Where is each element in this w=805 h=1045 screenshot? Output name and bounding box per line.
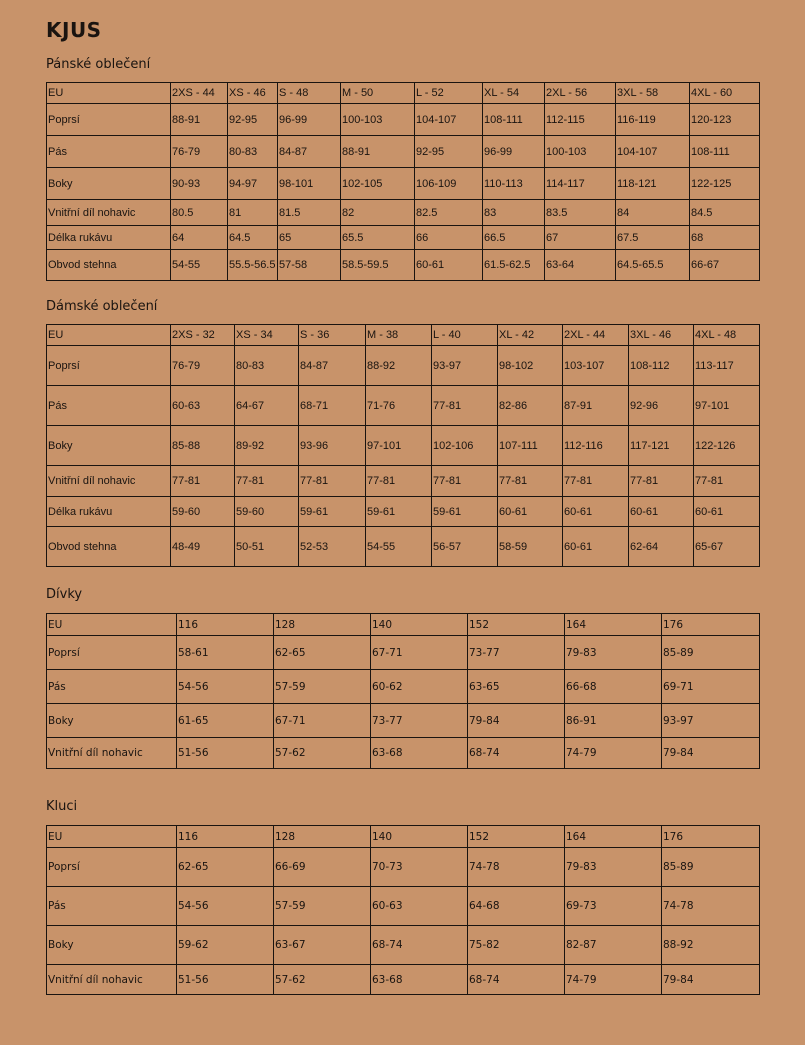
table-header-row <box>47 826 760 848</box>
row-label-cell: Boky <box>47 926 177 965</box>
header-cell: 4XL - 48 <box>694 325 760 346</box>
value-cell: 54-56 <box>177 887 274 926</box>
value-cell: 57-58 <box>278 250 341 281</box>
value-cell: 81 <box>228 200 278 226</box>
value-cell: 94-97 <box>228 168 278 200</box>
value-cell: 69-71 <box>662 670 760 704</box>
value-cell: 66-68 <box>565 670 662 704</box>
value-cell: 84-87 <box>278 136 341 168</box>
value-cell: 102-106 <box>432 426 498 466</box>
value-cell: 82.5 <box>415 200 483 226</box>
value-cell: 102-105 <box>341 168 415 200</box>
value-cell: 65-67 <box>694 527 760 567</box>
value-cell: 60-61 <box>415 250 483 281</box>
row-label-cell: Pás <box>47 136 171 168</box>
value-cell: 100-103 <box>545 136 616 168</box>
table-row <box>47 636 760 670</box>
header-cell: 2XS - 44 <box>171 83 228 104</box>
value-cell: 88-92 <box>366 346 432 386</box>
header-cell: S - 36 <box>299 325 366 346</box>
header-cell: XL - 54 <box>483 83 545 104</box>
value-cell: 84-87 <box>299 346 366 386</box>
value-cell: 96-99 <box>278 104 341 136</box>
value-cell: 77-81 <box>299 466 366 497</box>
value-cell: 77-81 <box>432 466 498 497</box>
value-cell: 88-91 <box>341 136 415 168</box>
row-label-cell: Boky <box>47 704 177 738</box>
value-cell: 97-101 <box>366 426 432 466</box>
table-row <box>47 168 760 200</box>
value-cell: 122-126 <box>694 426 760 466</box>
value-cell: 77-81 <box>366 466 432 497</box>
value-cell: 82-86 <box>498 386 563 426</box>
header-cell: EU <box>47 325 171 346</box>
header-cell: 3XL - 46 <box>629 325 694 346</box>
row-label-cell: Poprsí <box>47 636 177 670</box>
header-cell: 116 <box>177 826 274 848</box>
value-cell: 92-95 <box>228 104 278 136</box>
value-cell: 98-101 <box>278 168 341 200</box>
value-cell: 86-91 <box>565 704 662 738</box>
value-cell: 61.5-62.5 <box>483 250 545 281</box>
value-cell: 74-78 <box>468 848 565 887</box>
value-cell: 74-79 <box>565 738 662 769</box>
row-label-cell: Poprsí <box>47 104 171 136</box>
value-cell: 63-67 <box>274 926 371 965</box>
row-label-cell: Boky <box>47 168 171 200</box>
value-cell: 108-111 <box>690 136 760 168</box>
value-cell: 90-93 <box>171 168 228 200</box>
value-cell: 60-61 <box>694 497 760 527</box>
row-label-cell: Délka rukávu <box>47 226 171 250</box>
table-row <box>47 250 760 281</box>
table-row <box>47 848 760 887</box>
value-cell: 80-83 <box>235 346 299 386</box>
value-cell: 114-117 <box>545 168 616 200</box>
header-cell: EU <box>47 826 177 848</box>
value-cell: 79-83 <box>565 848 662 887</box>
value-cell: 76-79 <box>171 346 235 386</box>
header-cell: M - 38 <box>366 325 432 346</box>
value-cell: 64 <box>171 226 228 250</box>
table-header-row <box>47 325 760 346</box>
value-cell: 82-87 <box>565 926 662 965</box>
table-row <box>47 497 760 527</box>
value-cell: 108-111 <box>483 104 545 136</box>
value-cell: 77-81 <box>432 386 498 426</box>
row-label-cell: Vnitřní díl nohavic <box>47 466 171 497</box>
brand-logo: KJUS <box>46 18 102 42</box>
value-cell: 107-111 <box>498 426 563 466</box>
value-cell: 74-78 <box>662 887 760 926</box>
value-cell: 66-67 <box>690 250 760 281</box>
table-row <box>47 527 760 567</box>
value-cell: 108-112 <box>629 346 694 386</box>
row-label-cell: Vnitřní díl nohavic <box>47 738 177 769</box>
value-cell: 84.5 <box>690 200 760 226</box>
header-cell: 2XL - 44 <box>563 325 629 346</box>
value-cell: 93-97 <box>662 704 760 738</box>
value-cell: 64-67 <box>235 386 299 426</box>
size-table-boys <box>46 825 760 995</box>
header-cell: 2XL - 56 <box>545 83 616 104</box>
table-row <box>47 738 760 769</box>
value-cell: 60-61 <box>563 527 629 567</box>
value-cell: 68-71 <box>299 386 366 426</box>
table-row <box>47 926 760 965</box>
table-row <box>47 426 760 466</box>
value-cell: 75-82 <box>468 926 565 965</box>
value-cell: 76-79 <box>171 136 228 168</box>
table-row <box>47 965 760 995</box>
value-cell: 56-57 <box>432 527 498 567</box>
value-cell: 60-63 <box>371 887 468 926</box>
value-cell: 58-61 <box>177 636 274 670</box>
value-cell: 62-64 <box>629 527 694 567</box>
table-row <box>47 346 760 386</box>
row-label-cell: Obvod stehna <box>47 527 171 567</box>
value-cell: 66-69 <box>274 848 371 887</box>
size-table-girls <box>46 613 760 769</box>
value-cell: 85-89 <box>662 848 760 887</box>
table-row <box>47 136 760 168</box>
value-cell: 79-84 <box>662 738 760 769</box>
value-cell: 93-97 <box>432 346 498 386</box>
row-label-cell: Poprsí <box>47 346 171 386</box>
section-title-girls: Dívky <box>46 587 83 602</box>
value-cell: 71-76 <box>366 386 432 426</box>
value-cell: 59-60 <box>171 497 235 527</box>
value-cell: 50-51 <box>235 527 299 567</box>
value-cell: 57-59 <box>274 670 371 704</box>
value-cell: 68 <box>690 226 760 250</box>
value-cell: 68-74 <box>371 926 468 965</box>
value-cell: 60-61 <box>563 497 629 527</box>
value-cell: 97-101 <box>694 386 760 426</box>
table-row <box>47 670 760 704</box>
value-cell: 60-61 <box>498 497 563 527</box>
value-cell: 77-81 <box>629 466 694 497</box>
value-cell: 59-61 <box>299 497 366 527</box>
row-label-cell: Boky <box>47 426 171 466</box>
value-cell: 57-62 <box>274 965 371 995</box>
value-cell: 62-65 <box>274 636 371 670</box>
value-cell: 73-77 <box>468 636 565 670</box>
table-row <box>47 704 760 738</box>
value-cell: 92-96 <box>629 386 694 426</box>
value-cell: 82 <box>341 200 415 226</box>
header-cell: L - 52 <box>415 83 483 104</box>
value-cell: 80-83 <box>228 136 278 168</box>
value-cell: 122-125 <box>690 168 760 200</box>
value-cell: 59-60 <box>235 497 299 527</box>
value-cell: 60-61 <box>629 497 694 527</box>
value-cell: 84 <box>616 200 690 226</box>
header-cell: EU <box>47 83 171 104</box>
value-cell: 87-91 <box>563 386 629 426</box>
header-cell: 152 <box>468 614 565 636</box>
value-cell: 73-77 <box>371 704 468 738</box>
table-row <box>47 200 760 226</box>
value-cell: 63-64 <box>545 250 616 281</box>
row-label-cell: Poprsí <box>47 848 177 887</box>
size-table-womens <box>46 324 760 567</box>
value-cell: 83 <box>483 200 545 226</box>
value-cell: 96-99 <box>483 136 545 168</box>
value-cell: 104-107 <box>415 104 483 136</box>
value-cell: 79-83 <box>565 636 662 670</box>
value-cell: 106-109 <box>415 168 483 200</box>
value-cell: 77-81 <box>563 466 629 497</box>
header-cell: 128 <box>274 826 371 848</box>
value-cell: 80.5 <box>171 200 228 226</box>
header-cell: 176 <box>662 614 760 636</box>
header-cell: 2XS - 32 <box>171 325 235 346</box>
table-row <box>47 887 760 926</box>
value-cell: 120-123 <box>690 104 760 136</box>
row-label-cell: Pás <box>47 386 171 426</box>
header-cell: 128 <box>274 614 371 636</box>
header-cell: 164 <box>565 826 662 848</box>
header-cell: 4XL - 60 <box>690 83 760 104</box>
value-cell: 98-102 <box>498 346 563 386</box>
value-cell: 60-62 <box>371 670 468 704</box>
value-cell: 63-68 <box>371 965 468 995</box>
value-cell: 77-81 <box>235 466 299 497</box>
section-title-womens: Dámské oblečení <box>46 299 158 314</box>
header-cell: XS - 46 <box>228 83 278 104</box>
table-row <box>47 104 760 136</box>
value-cell: 64.5 <box>228 226 278 250</box>
row-label-cell: Pás <box>47 670 177 704</box>
value-cell: 118-121 <box>616 168 690 200</box>
value-cell: 58.5-59.5 <box>341 250 415 281</box>
value-cell: 103-107 <box>563 346 629 386</box>
value-cell: 57-62 <box>274 738 371 769</box>
value-cell: 59-61 <box>432 497 498 527</box>
header-cell: L - 40 <box>432 325 498 346</box>
value-cell: 68-74 <box>468 738 565 769</box>
header-cell: 152 <box>468 826 565 848</box>
value-cell: 116-119 <box>616 104 690 136</box>
value-cell: 63-68 <box>371 738 468 769</box>
value-cell: 57-59 <box>274 887 371 926</box>
value-cell: 69-73 <box>565 887 662 926</box>
header-cell: XS - 34 <box>235 325 299 346</box>
header-cell: EU <box>47 614 177 636</box>
value-cell: 104-107 <box>616 136 690 168</box>
value-cell: 100-103 <box>341 104 415 136</box>
value-cell: 93-96 <box>299 426 366 466</box>
table-header-row <box>47 83 760 104</box>
row-label-cell: Vnitřní díl nohavic <box>47 965 177 995</box>
table-header-row <box>47 614 760 636</box>
header-cell: 140 <box>371 614 468 636</box>
header-cell: 116 <box>177 614 274 636</box>
value-cell: 117-121 <box>629 426 694 466</box>
value-cell: 62-65 <box>177 848 274 887</box>
value-cell: 59-62 <box>177 926 274 965</box>
value-cell: 77-81 <box>171 466 235 497</box>
header-cell: 164 <box>565 614 662 636</box>
value-cell: 112-115 <box>545 104 616 136</box>
value-cell: 81.5 <box>278 200 341 226</box>
header-cell: XL - 42 <box>498 325 563 346</box>
value-cell: 58-59 <box>498 527 563 567</box>
value-cell: 65 <box>278 226 341 250</box>
value-cell: 89-92 <box>235 426 299 466</box>
value-cell: 55.5-56.5 <box>228 250 278 281</box>
value-cell: 54-55 <box>366 527 432 567</box>
value-cell: 54-55 <box>171 250 228 281</box>
section-title-boys: Kluci <box>46 799 78 814</box>
row-label-cell: Pás <box>47 887 177 926</box>
header-cell: S - 48 <box>278 83 341 104</box>
value-cell: 88-92 <box>662 926 760 965</box>
value-cell: 70-73 <box>371 848 468 887</box>
value-cell: 110-113 <box>483 168 545 200</box>
value-cell: 52-53 <box>299 527 366 567</box>
table-row <box>47 466 760 497</box>
value-cell: 66 <box>415 226 483 250</box>
value-cell: 77-81 <box>498 466 563 497</box>
row-label-cell: Vnitřní díl nohavic <box>47 200 171 226</box>
value-cell: 51-56 <box>177 965 274 995</box>
value-cell: 60-63 <box>171 386 235 426</box>
value-cell: 59-61 <box>366 497 432 527</box>
value-cell: 77-81 <box>694 466 760 497</box>
header-cell: 176 <box>662 826 760 848</box>
row-label-cell: Obvod stehna <box>47 250 171 281</box>
value-cell: 79-84 <box>468 704 565 738</box>
value-cell: 67 <box>545 226 616 250</box>
value-cell: 64-68 <box>468 887 565 926</box>
value-cell: 67-71 <box>274 704 371 738</box>
value-cell: 48-49 <box>171 527 235 567</box>
size-table-mens <box>46 82 760 281</box>
value-cell: 61-65 <box>177 704 274 738</box>
section-title-mens: Pánské oblečení <box>46 57 151 72</box>
value-cell: 66.5 <box>483 226 545 250</box>
header-cell: 3XL - 58 <box>616 83 690 104</box>
value-cell: 85-88 <box>171 426 235 466</box>
value-cell: 67.5 <box>616 226 690 250</box>
value-cell: 64.5-65.5 <box>616 250 690 281</box>
table-row <box>47 226 760 250</box>
value-cell: 68-74 <box>468 965 565 995</box>
row-label-cell: Délka rukávu <box>47 497 171 527</box>
value-cell: 54-56 <box>177 670 274 704</box>
table-row <box>47 386 760 426</box>
value-cell: 92-95 <box>415 136 483 168</box>
value-cell: 74-79 <box>565 965 662 995</box>
header-cell: M - 50 <box>341 83 415 104</box>
value-cell: 83.5 <box>545 200 616 226</box>
header-cell: 140 <box>371 826 468 848</box>
value-cell: 112-116 <box>563 426 629 466</box>
value-cell: 85-89 <box>662 636 760 670</box>
value-cell: 88-91 <box>171 104 228 136</box>
value-cell: 79-84 <box>662 965 760 995</box>
value-cell: 65.5 <box>341 226 415 250</box>
value-cell: 67-71 <box>371 636 468 670</box>
value-cell: 51-56 <box>177 738 274 769</box>
value-cell: 63-65 <box>468 670 565 704</box>
value-cell: 113-117 <box>694 346 760 386</box>
